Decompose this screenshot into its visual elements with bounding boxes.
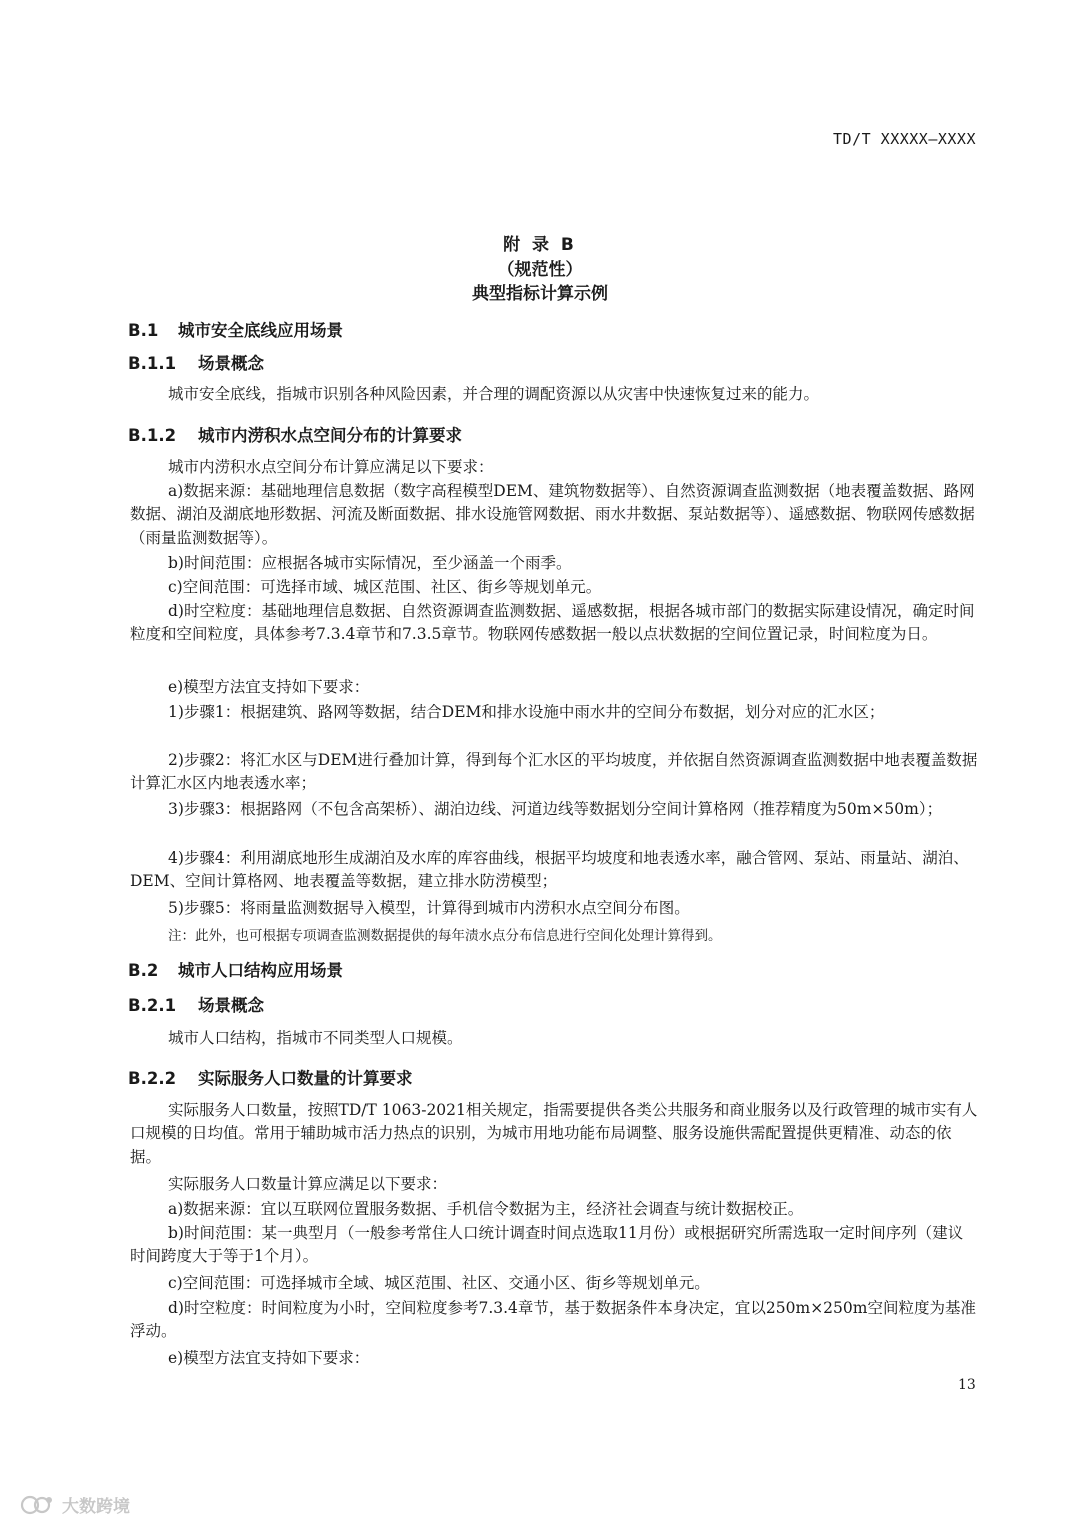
paragraph: 城市内涝积水点空间分布计算应满足以下要求： (168, 458, 494, 476)
paragraph-step-2: 2)步骤2：将汇水区与DEM进行叠加计算，得到每个汇水区的平均坡度，并依据自然资源调查监测数据中地表覆盖数据计算汇水区内地表透水率； (130, 751, 978, 793)
paragraph-model: e)模型方法宜支持如下要求： (168, 678, 370, 696)
section-title: 场景概念 (198, 354, 264, 373)
paragraph-space-range: c)空间范围：可选择市域、城区范围、社区、街乡等规划单元。 (168, 578, 602, 596)
paragraph-step-3: 3)步骤3：根据路网（不包含高架桥）、湖泊边线、河道边线等数据划分空间计算格网（推荐精度为50m×50m）； (168, 800, 943, 818)
section-heading-b12 (128, 422, 462, 446)
paragraph: 城市人口结构，指城市不同类型人口规模。 (168, 1029, 463, 1047)
standard-code: TD/T XXXXX—XXXX (833, 130, 976, 148)
paragraph: 城市安全底线，指城市识别各种风险因素，并合理的调配资源以从灾害中快速恢复过来的能力。 (168, 385, 820, 403)
paragraph-data-source: a)数据来源：基础地理信息数据（数字高程模型DEM、建筑物数据等）、自然资源调查监测数据（地表覆盖数据、路网数据、湖泊及湖底地形数据、河流及断面数据、排水设施管网数据、雨水井数据、泵站数据等）、遥感数据、物联网传感数据（雨量监测数据等）。 (130, 482, 975, 547)
section-heading-b11 (128, 350, 264, 374)
paragraph-step-5: 5)步骤5：将雨量监测数据导入模型，计算得到城市内涝积水点空间分布图。 (168, 899, 690, 917)
section-heading-b22 (128, 1065, 413, 1089)
annex-title: 典型指标计算示例 (472, 284, 608, 304)
section-title: 城市人口结构应用场景 (178, 961, 343, 980)
section-title: 城市安全底线应用场景 (178, 321, 343, 340)
annex-type: （规范性） (497, 260, 583, 280)
paragraph: 实际服务人口数量，按照TD/T 1063-2021相关规定，指需要提供各类公共服务和商业服务以及行政管理的城市实有人口规模的日均值。常用于辅助城市活力热点的识别，为城市用地功能布局调整、服务设施供需配置提供更精准、动态的依据。 (130, 1101, 978, 1166)
paragraph-data-source: a)数据来源：宜以互联网位置服务数据、手机信令数据为主，经济社会调查与统计数据校正。 (168, 1200, 804, 1218)
paragraph-step-1: 1)步骤1：根据建筑、路网等数据，结合DEM和排水设施中雨水井的空间分布数据，划分对应的汇水区； (168, 703, 885, 721)
paragraph-time-range: b)时间范围：应根据各城市实际情况，至少涵盖一个雨季。 (168, 554, 572, 572)
section-number: B.1.2 (128, 426, 177, 445)
section-title: 场景概念 (198, 996, 264, 1015)
section-title: 实际服务人口数量的计算要求 (198, 1069, 413, 1088)
note: 注：此外，也可根据专项调查监测数据提供的每年渍水点分布信息进行空间化处理计算得到。 (168, 928, 722, 944)
watermark (20, 1492, 130, 1517)
section-heading-b2 (128, 957, 343, 981)
section-title: 城市内涝积水点空间分布的计算要求 (198, 426, 462, 445)
paragraph-model: e)模型方法宜支持如下要求： (168, 1349, 370, 1367)
annex-label: 附 录 B (503, 235, 577, 255)
section-number: B.2.1 (128, 996, 177, 1015)
page-number: 13 (958, 1377, 976, 1393)
paragraph-granularity: d)时空粒度：时间粒度为小时，空间粒度参考7.3.4章节，基于数据条件本身决定，宜以250m×250m空间粒度为基准浮动。 (130, 1299, 976, 1341)
section-number: B.1 (128, 321, 159, 340)
watermark-text: 大数跨境 (62, 1497, 130, 1517)
section-number: B.2.2 (128, 1069, 177, 1088)
paragraph: 实际服务人口数量计算应满足以下要求： (168, 1175, 448, 1193)
paragraph-granularity: d)时空粒度：基础地理信息数据、自然资源调查监测数据、遥感数据，根据各城市部门的数据实际建设情况，确定时间粒度和空间粒度，具体参考7.3.4章节和7.3.5章节。物联网传感数据一般以点状数据的空间位置记录，时间粒度为日。 (130, 602, 975, 644)
section-heading-b21 (128, 992, 264, 1016)
paragraph-time-range: b)时间范围：某一典型月（一般参考常住人口统计调查时间点选取11月份）或根据研究所需选取一定时间序列（建议时间跨度大于等于1个月）。 (130, 1224, 964, 1266)
section-heading-b1 (128, 317, 343, 341)
paragraph-space-range: c)空间范围：可选择城市全域、城区范围、社区、交通小区、街乡等规划单元。 (168, 1274, 710, 1292)
paragraph-step-4: 4)步骤4：利用湖底地形生成湖泊及水库的库容曲线，根据平均坡度和地表透水率，融合管网、泵站、雨量站、湖泊、DEM、空间计算格网、地表覆盖等数据，建立排水防涝模型； (130, 849, 969, 891)
section-number: B.1.1 (128, 354, 177, 373)
watermark-logo-icon (20, 1494, 54, 1516)
section-number: B.2 (128, 961, 159, 980)
